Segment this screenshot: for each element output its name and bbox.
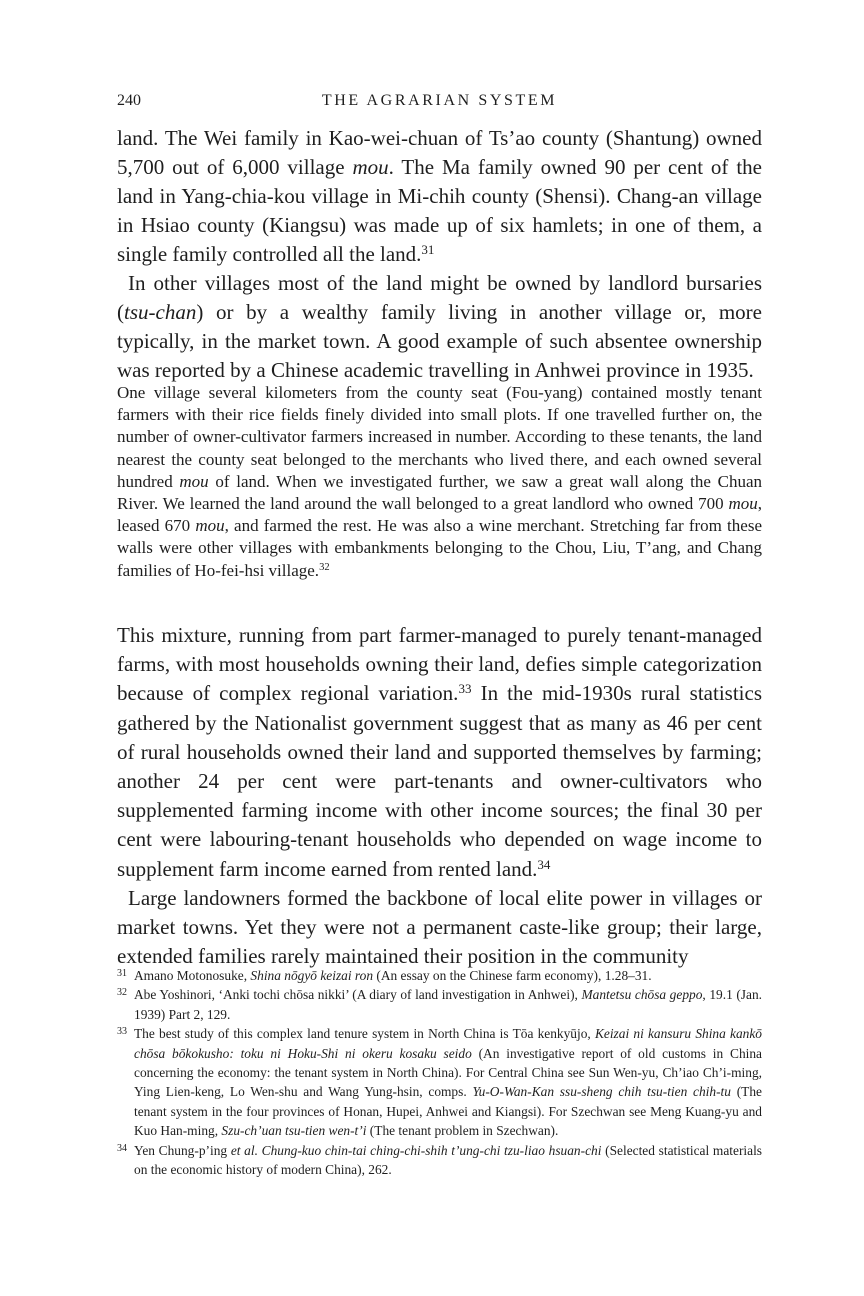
italic-title: Keizai ni kansuru Shina kankō chōsa bōkokusho: toku ni Hoku-Shi ni okeru kosaku seido bbox=[134, 1026, 762, 1061]
text-run: Yen Chung-p’ing bbox=[134, 1142, 231, 1158]
text-run: (An investigative report of old customs in China concerning the economy: the tenant system in North China). For Central China see Sun Wen-yu, Ch’iao Ch’i-ming, Ying Lien-keng, Lo Wen-shu and Wang Yung-hsin, comps. bbox=[134, 1045, 762, 1100]
text-run: . The Ma family owned 90 per cent of the land in Yang-chia-kou village in Mi-chih county (Shensi). Chang-an village in Hsiao county (Kiangsu) was made up of six hamlets; in one of them, a single family controlled all the land. bbox=[117, 155, 762, 266]
text-run: In the mid-1930s rural statistics gathered by the Nationalist government suggest that as many as 46 per cent of rural households owned their land and supported themselves by farming; another 24 per cent were part-tenants and owner-cultivators who supplemented farming income with other income sources; the final 30 per cent were labouring-tenant households who depended on wage income to supplement farm income earned from rented land. bbox=[117, 681, 762, 881]
page-number: 240 bbox=[117, 92, 141, 109]
text-run: ) or by a wealthy family living in another village or, more typically, in the market town. A good example of such absentee ownership was reported by a Chinese academic travelling in Anhwei province in 1935. bbox=[117, 300, 762, 382]
paragraph: Large landowners formed the backbone of local elite power in villages or market towns. Yet they were not a permanent caste-like group; their large, extended families rarely maintained their position in the community bbox=[117, 885, 762, 969]
page-header bbox=[117, 92, 762, 114]
text-run: (Selected statistical materials on the economic history of modern China), 262. bbox=[134, 1142, 762, 1178]
italic-term: mou bbox=[179, 471, 209, 491]
text-run: Abe Yoshinori, ‘Anki tochi chōsa nikki’ (A diary of land investigation in Anhwei), bbox=[134, 987, 582, 1003]
text-run: (An essay on the Chinese farm economy), 1.28–31. bbox=[373, 968, 652, 983]
text-run: This mixture, running from part farmer-managed to purely tenant-managed farms, with most households owning their land, defies simple categorization because of complex regional variation. bbox=[117, 623, 762, 706]
italic-term: mou bbox=[728, 494, 758, 514]
text-run: (The tenant system in the four provinces of Honan, Hupei, Anhwei and Kiangsi). For Szechwan see Meng Kuang-yu and Kuo Han-ming, bbox=[134, 1084, 762, 1139]
italic-title: Szu-ch’uan tsu-tien wen-t’i bbox=[221, 1123, 367, 1139]
paragraph bbox=[117, 621, 762, 884]
text-run: land. The Wei family in Kao-wei-chuan of Ts’ao county (Shantung) owned 5,700 out of 6,000 village bbox=[117, 126, 762, 179]
footnote-number: 32 bbox=[117, 987, 127, 999]
footnote bbox=[117, 985, 762, 1024]
paragraph bbox=[117, 269, 762, 385]
body-text-lower bbox=[117, 621, 762, 971]
italic-title: Mantetsu chōsa geppo bbox=[581, 987, 703, 1003]
footnote-number: 34 bbox=[117, 1142, 127, 1154]
footnote-reference: 31 bbox=[421, 241, 435, 257]
footnote bbox=[117, 966, 762, 985]
text-run: The best study of this complex land tenure system in North China is Tōa kenkyūjo, bbox=[134, 1026, 595, 1042]
text-run: In other villages most of the land might be owned by landlord bursaries ( bbox=[117, 271, 762, 324]
block-quote bbox=[117, 382, 762, 582]
paragraph bbox=[117, 124, 762, 269]
italic-title: Shina nōgyō keizai ron bbox=[250, 968, 374, 983]
footnote-number: 31 bbox=[117, 968, 127, 979]
running-title: THE AGRARIAN SYSTEM bbox=[321, 92, 558, 109]
italic-term: mou bbox=[352, 155, 389, 179]
footnote bbox=[117, 1024, 762, 1140]
italic-title: Yu-O-Wan-Kan ssu-sheng chih tsu-tien chih-tu bbox=[472, 1084, 731, 1100]
italic-title: et al. Chung-kuo chin-tai ching-chi-shih t’ung-chi tzu-liao hsuan-chi bbox=[230, 1142, 602, 1158]
footnote-number: 33 bbox=[117, 1026, 127, 1038]
footnote bbox=[117, 1141, 762, 1180]
text-run: of land. When we investigated further, we saw a great wall along the Chuan River. We learned the land around the wall belonged to a great landlord who owned 700 bbox=[117, 471, 762, 514]
text-run: Amano Motonosuke, bbox=[134, 968, 251, 983]
text-run: , 19.1 (Jan. 1939) Part 2, 129. bbox=[134, 987, 763, 1022]
italic-term: mou bbox=[195, 516, 225, 536]
text-run: , leased 670 bbox=[117, 494, 762, 536]
text-run: (The tenant problem in Szechwan). bbox=[366, 1123, 559, 1139]
footnote-reference: 33 bbox=[458, 681, 472, 697]
text-run: , and farmed the rest. He was also a wine merchant. Stretching far from these walls were other villages with embankments belonging to the Chou, Liu, T’ang, and Chang families of Ho-fei-hsi village. bbox=[117, 516, 762, 580]
body-text-upper bbox=[117, 124, 762, 385]
footnotes bbox=[117, 966, 762, 1179]
text-run: One village several kilometers from the county seat (Fou-yang) contained mostly tenant farmers with their rice fields finely divided into small plots. If one travelled further on, the number of owner-cultivator farmers increased in number. According to these tenants, the land nearest the county seat belonged to the merchants who lived there, and each owned several hundred bbox=[117, 383, 762, 491]
footnote-reference: 32 bbox=[319, 561, 330, 573]
footnote-reference: 34 bbox=[537, 856, 551, 872]
italic-term: tsu-chan bbox=[124, 300, 197, 324]
